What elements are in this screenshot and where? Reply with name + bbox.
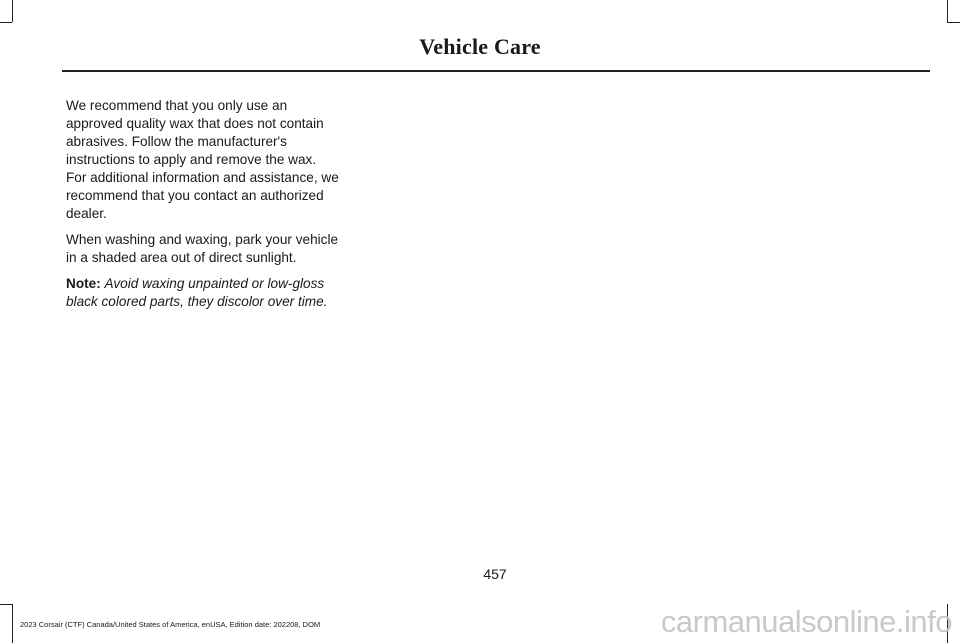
page-title: Vehicle Care	[419, 34, 541, 59]
page-number: 457	[483, 566, 507, 582]
wax-recommendation-paragraph: We recommend that you only use an approved quality wax that does not contain abrasives. Follow the manufacturer's instructions to apply and remove the wax. For additional information and assistance, we recommend that you contact an authorized dealer.	[66, 98, 339, 221]
edition-footer: 2023 Corsair (CTF) Canada/United States of America, enUSA, Edition date: 202208, DOM	[20, 620, 321, 629]
note-text: Avoid waxing unpainted or low-gloss black colored parts, they discolor over time.	[66, 276, 328, 309]
watermark: carmanualsonline.info	[660, 604, 952, 639]
note-paragraph	[66, 275, 340, 311]
content-column	[66, 97, 340, 319]
crop-mark-bottom-left-vertical	[12, 604, 13, 643]
crop-mark-bottom-left-horizontal	[0, 604, 12, 605]
header-divider	[62, 70, 930, 72]
crop-mark-top-left-vertical	[12, 0, 13, 22]
crop-mark-top-left-horizontal	[0, 22, 12, 23]
shade-parking-paragraph: When washing and waxing, park your vehicle in a shaded area out of direct sunlight.	[66, 232, 339, 265]
crop-mark-top-right-vertical	[947, 0, 948, 22]
note-label: Note:	[66, 276, 101, 291]
crop-mark-top-right-horizontal	[947, 22, 960, 23]
